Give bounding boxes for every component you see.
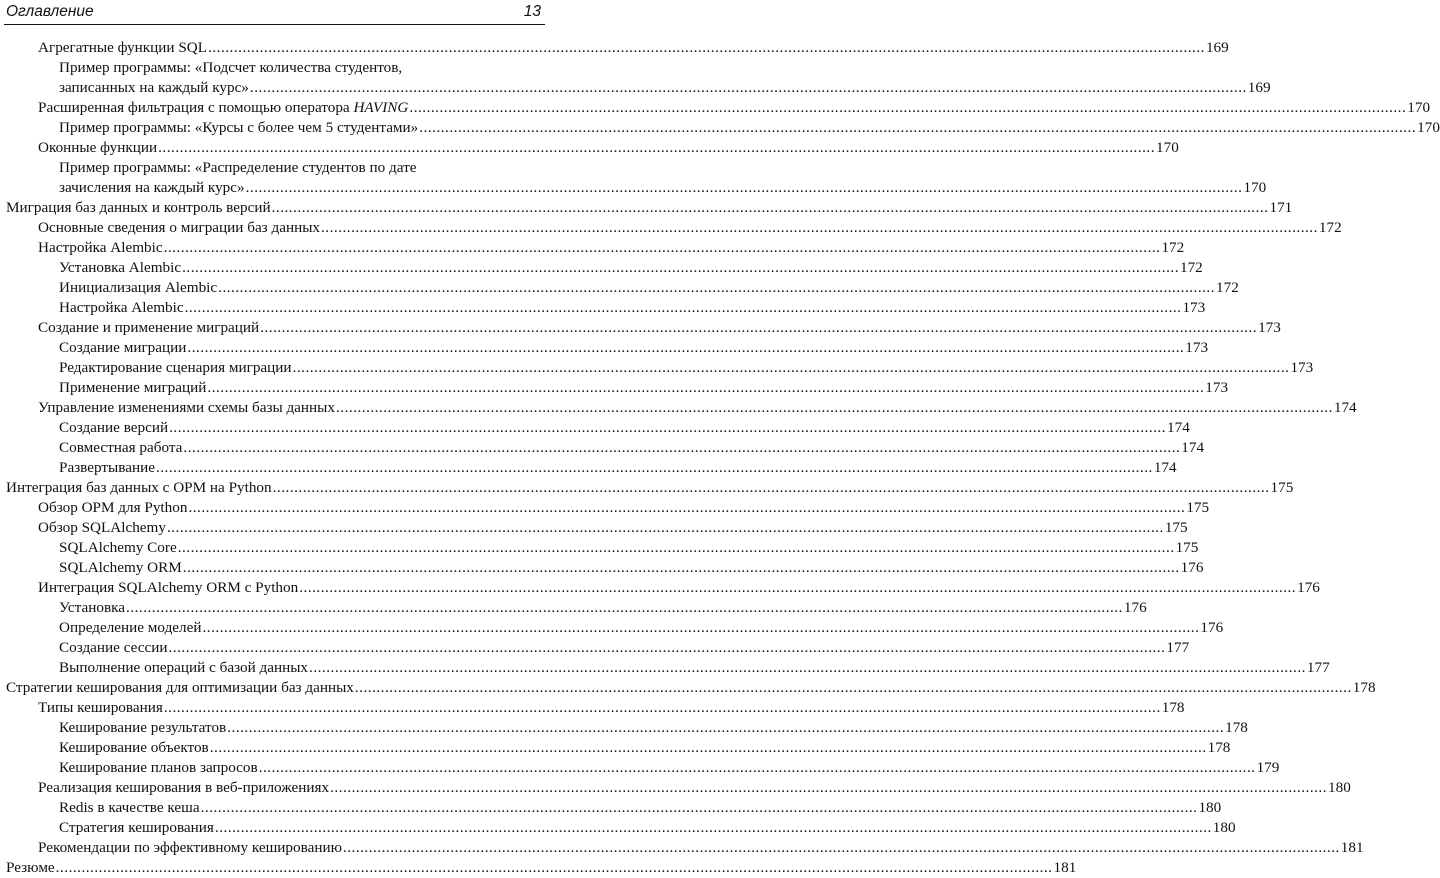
dot-leader [246, 178, 1243, 198]
toc-entry[interactable] [0, 698, 1185, 718]
toc-entry-title: Совместная работа [59, 439, 183, 456]
toc-entry-title: Установка Alembic [59, 259, 182, 276]
toc-entry[interactable] [0, 798, 1222, 818]
dot-leader [309, 658, 1306, 678]
dot-leader [164, 238, 1161, 258]
toc-entry-page-number: 176 [1180, 559, 1204, 576]
toc-entry-page-number: 173 [1205, 379, 1229, 396]
toc-entry-title: Инициализация Alembic [59, 279, 218, 296]
toc-entry-row [59, 598, 1147, 618]
toc-entry-row [59, 618, 1224, 638]
toc-entry-title: Интеграция баз данных с ОРМ на Python [6, 479, 272, 496]
toc-entry-title: Установка [59, 599, 126, 616]
dot-leader [330, 778, 1327, 798]
toc-entry-page-number: 178 [1352, 679, 1376, 696]
toc-entry-row [59, 558, 1204, 578]
toc-entry-page-number: 174 [1153, 459, 1177, 476]
toc-entry-page-number: 170 [1243, 179, 1267, 196]
toc-entry-title: SQLAlchemy ORM [59, 559, 182, 576]
dot-leader [126, 598, 1123, 618]
toc-entry-row [59, 818, 1236, 838]
toc-entry-row [38, 398, 1357, 418]
toc-entry-title: Выполнение операций с базой данных [59, 659, 309, 676]
toc-entry[interactable] [0, 758, 1280, 778]
header-rule [4, 24, 545, 25]
toc-entry-row [59, 258, 1203, 278]
toc-entry[interactable] [0, 778, 1351, 798]
toc-entry-row [38, 578, 1320, 598]
toc-entry-page-number: 174 [1167, 419, 1190, 436]
toc-entry-row [59, 538, 1199, 558]
toc-entry-page-number: 176 [1297, 579, 1320, 596]
dot-leader [156, 458, 1153, 478]
toc-entry-page-number: 178 [1161, 699, 1185, 716]
toc-entry-page-number: 170 [1417, 119, 1440, 136]
toc-entry-page-number: 175 [1270, 479, 1294, 496]
toc-entry-title: Применение миграций [59, 379, 207, 396]
dot-leader [259, 758, 1256, 778]
dot-leader [187, 338, 1184, 358]
toc-entry[interactable] [0, 578, 1320, 598]
toc-entry-title-emphasis: HAVING [353, 99, 409, 116]
toc-entry[interactable] [0, 258, 1203, 278]
toc-entry-title: Настройка Alembic [59, 299, 184, 316]
toc-entry-page-number: 172 [1179, 259, 1203, 276]
dot-leader [56, 858, 1053, 878]
toc-entry-row [59, 438, 1205, 458]
dot-leader [250, 78, 1247, 98]
toc-entry-title: Обзор SQLAlchemy [38, 519, 166, 536]
toc-entry-page-number: 180 [1212, 819, 1236, 836]
toc-entry-title [38, 98, 408, 118]
toc-entry-title: Настройка Alembic [38, 239, 163, 256]
toc-entry[interactable] [0, 318, 1281, 338]
toc-entry[interactable] [0, 498, 1210, 518]
toc-entry-title: записанных на каждый курс» [59, 79, 249, 96]
toc-entry-page-number: 170 [1407, 99, 1431, 116]
toc-entry-row [38, 518, 1188, 538]
dot-leader [188, 498, 1185, 518]
toc-entry[interactable] [0, 358, 1314, 378]
toc-entry-title-text: Расширенная фильтрация с помощью оператора [38, 99, 354, 116]
toc-entry[interactable] [0, 338, 1209, 358]
toc-entry[interactable] [0, 278, 1239, 298]
dot-leader [293, 358, 1290, 378]
dot-leader [260, 318, 1257, 338]
toc-entry-row [59, 638, 1190, 658]
running-header [0, 0, 549, 28]
toc-entry-title-line1: Пример программы: «Подсчет количества студентов, [59, 59, 403, 76]
header-page-number: 13 [523, 3, 541, 20]
toc-entry-page-number: 178 [1207, 739, 1231, 756]
dot-leader [185, 298, 1182, 318]
toc-entry-row [59, 298, 1206, 318]
header-title: Оглавление [6, 3, 94, 20]
toc-entry-page-number: 173 [1182, 299, 1206, 316]
toc-entry[interactable] [0, 718, 1248, 738]
toc-entry-row [38, 838, 1364, 858]
toc-entry-title: Реализация кеширования в веб-приложениях [38, 779, 330, 796]
dot-leader [409, 98, 1406, 118]
toc-entry[interactable] [0, 118, 1440, 138]
toc-entry-page-number: 173 [1185, 339, 1209, 356]
toc-entry-page-number: 177 [1306, 659, 1330, 676]
toc-entry-page-number: 178 [1225, 719, 1248, 736]
toc-entry-title: Redis в качестве кеша [59, 799, 200, 816]
toc-entry-title: Агрегатные функции SQL [38, 39, 208, 56]
dot-leader [272, 198, 1269, 218]
toc-entry-page-number: 175 [1175, 539, 1199, 556]
toc-entry-row [59, 358, 1314, 378]
toc-entry-page-number: 181 [1053, 859, 1077, 876]
dot-leader [419, 118, 1416, 138]
toc-entry-row [59, 458, 1177, 478]
toc-entry[interactable] [0, 818, 1236, 838]
toc-entry-page-number: 176 [1123, 599, 1147, 616]
toc-entry-row [59, 338, 1209, 358]
toc-entry[interactable] [0, 558, 1204, 578]
toc-entry-title: Стратегии кеширования для оптимизации баз данных [6, 679, 354, 696]
toc-entry[interactable] [0, 378, 1229, 398]
dot-leader [169, 418, 1166, 438]
toc-entry-page-number: 173 [1290, 359, 1314, 376]
toc-entry[interactable] [0, 58, 1271, 98]
toc-entry-title: Кеширование результатов [59, 719, 227, 736]
toc-entry-page-number: 181 [1340, 839, 1364, 856]
toc-entry-page-number: 169 [1205, 39, 1229, 56]
toc-entry-page-number: 172 [1216, 279, 1239, 296]
toc-entry[interactable] [0, 678, 1376, 698]
toc-entry-row [38, 698, 1185, 718]
toc-entry[interactable] [0, 658, 1330, 678]
toc-entry-title: Определение моделей [59, 619, 202, 636]
toc-entry-row [38, 238, 1185, 258]
toc-entry-title: SQLAlchemy Core [59, 539, 177, 556]
toc-entry-title: Оконные функции [38, 139, 158, 156]
toc-entry[interactable] [0, 138, 1179, 158]
dot-leader [321, 218, 1318, 238]
toc-entry[interactable] [0, 158, 1267, 198]
toc-entry-title: Развертывание [59, 459, 155, 476]
table-of-contents [0, 38, 1440, 878]
dot-leader [183, 438, 1180, 458]
toc-entry-row [59, 418, 1190, 438]
toc-entry-row [59, 78, 1271, 98]
dot-leader [355, 678, 1352, 698]
toc-entry-row [59, 378, 1229, 398]
toc-entry-row [59, 738, 1231, 758]
toc-entry-title: Миграция баз данных и контроль версий [6, 199, 271, 216]
toc-entry-page-number: 174 [1181, 439, 1205, 456]
toc-entry-page-number: 180 [1328, 779, 1351, 796]
dot-leader [343, 838, 1340, 858]
toc-entry-row [59, 718, 1248, 738]
toc-entry-title: Рекомендации по эффективному кешированию [38, 839, 342, 856]
dot-leader [167, 518, 1164, 538]
dot-leader [158, 138, 1155, 158]
toc-entry-title: Интеграция SQLAlchemy ORM с Python [38, 579, 299, 596]
toc-entry-page-number: 172 [1318, 219, 1342, 236]
toc-entry-row [6, 478, 1294, 498]
dot-leader [201, 798, 1198, 818]
dot-leader [178, 538, 1175, 558]
toc-entry-row [38, 498, 1210, 518]
toc-entry[interactable] [0, 398, 1357, 418]
toc-entry[interactable] [0, 518, 1188, 538]
dot-leader [183, 558, 1180, 578]
toc-entry-row [38, 138, 1179, 158]
toc-entry[interactable] [0, 298, 1206, 318]
toc-entry[interactable] [0, 858, 1077, 878]
toc-entry[interactable] [0, 458, 1177, 478]
toc-entry-title: Создание миграции [59, 339, 187, 356]
toc-entry-title: Резюме [6, 859, 55, 876]
toc-entry-title: Кеширование объектов [59, 739, 209, 756]
dot-leader [273, 478, 1270, 498]
dot-leader [182, 258, 1179, 278]
toc-entry[interactable] [0, 638, 1190, 658]
toc-entry[interactable] [0, 238, 1185, 258]
dot-leader [169, 638, 1166, 658]
toc-entry-page-number: 172 [1161, 239, 1185, 256]
toc-entry[interactable] [0, 418, 1190, 438]
toc-entry-page-number: 179 [1256, 759, 1280, 776]
toc-entry-page-number: 176 [1200, 619, 1224, 636]
toc-entry-page-number: 170 [1156, 139, 1179, 156]
toc-entry-title: Создание версий [59, 419, 169, 436]
toc-entry-title: Создание и применение миграций [38, 319, 260, 336]
toc-entry-title: Управление изменениями схемы базы данных [38, 399, 335, 416]
toc-entry[interactable] [0, 738, 1231, 758]
toc-entry-title: Основные сведения о миграции баз данных [38, 219, 320, 236]
toc-entry-page-number: 171 [1269, 199, 1293, 216]
toc-entry[interactable] [0, 478, 1294, 498]
dot-leader [218, 278, 1215, 298]
dot-leader [336, 398, 1333, 418]
toc-entry-title: Кеширование планов запросов [59, 759, 258, 776]
toc-entry-row [38, 218, 1342, 238]
dot-leader [203, 618, 1200, 638]
toc-entry[interactable] [0, 538, 1199, 558]
toc-entry[interactable] [0, 618, 1224, 638]
dot-leader [210, 738, 1207, 758]
dot-leader [215, 818, 1212, 838]
toc-entry-row [59, 178, 1267, 198]
toc-entry-row [38, 778, 1351, 798]
toc-entry-row [38, 318, 1281, 338]
toc-entry[interactable] [0, 38, 1229, 58]
toc-entry-row [59, 798, 1222, 818]
toc-entry[interactable] [0, 218, 1342, 238]
dot-leader [208, 38, 1205, 58]
toc-entry-page-number: 173 [1258, 319, 1281, 336]
dot-leader [164, 698, 1161, 718]
toc-entry-title: зачисления на каждый курс» [59, 179, 245, 196]
toc-entry-title: Пример программы: «Курсы с более чем 5 студентами» [59, 119, 419, 136]
toc-entry-page-number: 175 [1186, 499, 1210, 516]
toc-entry-row [59, 278, 1239, 298]
toc-entry-title: Редактирование сценария миграции [59, 359, 292, 376]
toc-entry-row [59, 758, 1280, 778]
toc-entry-page-number: 174 [1333, 399, 1357, 416]
dot-leader [227, 718, 1224, 738]
toc-entry-row [6, 198, 1293, 218]
toc-entry[interactable] [0, 98, 1431, 118]
dot-leader [207, 378, 1204, 398]
toc-entry-row [6, 858, 1077, 878]
toc-entry-title: Создание сессии [59, 639, 168, 656]
toc-entry[interactable] [0, 598, 1147, 618]
toc-entry-title-line1: Пример программы: «Распределение студентов по дате [59, 159, 417, 176]
toc-entry[interactable] [0, 198, 1293, 218]
toc-entry-title: Стратегия кеширования [59, 819, 214, 836]
toc-entry-row [6, 678, 1376, 698]
toc-entry-row [59, 658, 1330, 678]
toc-entry-row [59, 118, 1440, 138]
toc-entry-page-number: 175 [1164, 519, 1188, 536]
toc-entry-title: Типы кеширования [38, 699, 163, 716]
toc-entry-row [38, 38, 1229, 58]
toc-entry-page-number: 177 [1166, 639, 1190, 656]
toc-entry-row [38, 98, 1431, 118]
toc-entry-page-number: 169 [1247, 79, 1271, 96]
toc-entry-title: Обзор ОРМ для Python [38, 499, 188, 516]
toc-entry[interactable] [0, 838, 1364, 858]
toc-entry[interactable] [0, 438, 1205, 458]
dot-leader [299, 578, 1296, 598]
toc-entry-page-number: 180 [1198, 799, 1222, 816]
